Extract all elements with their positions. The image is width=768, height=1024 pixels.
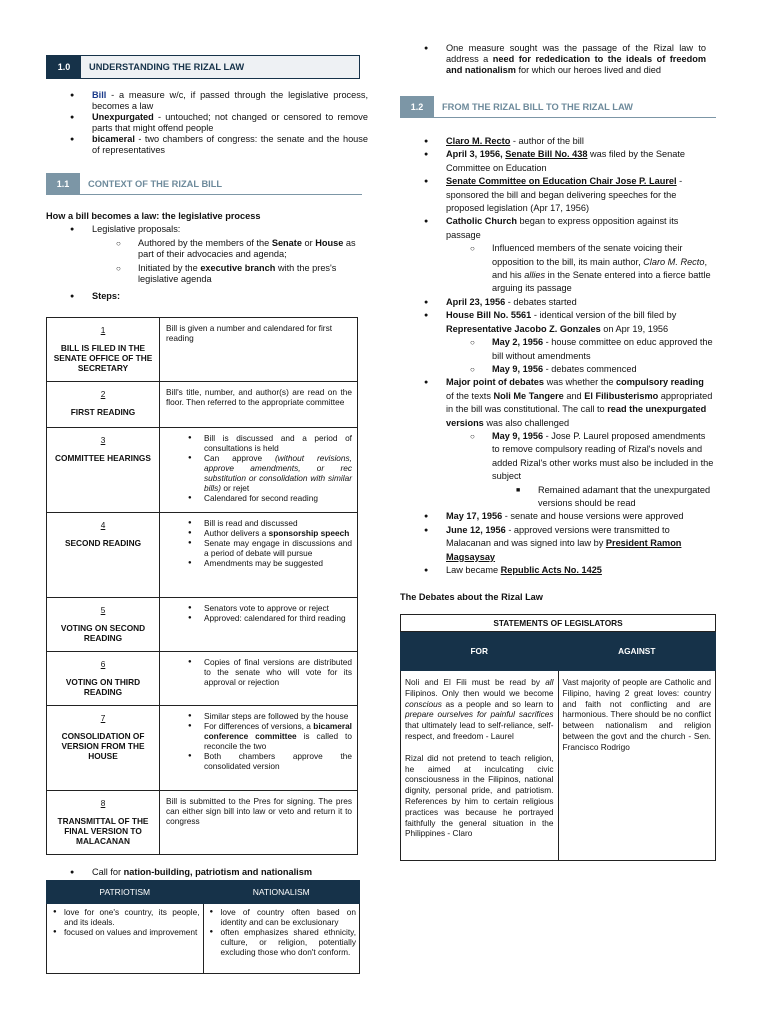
list-item: ○ May 9, 1956 - debates commenced	[400, 363, 714, 376]
proposal-senate-house: ○ Authored by the members of the Senate or House as part of their advocacies and agenda;	[46, 238, 368, 260]
list-item: ● For differences of versions, a bicameral conference committee is called to reconcile the two	[166, 721, 352, 751]
list-item: ● love for one's country, its people, and its ideals.	[50, 907, 200, 927]
table-row	[47, 513, 358, 598]
list-item: ● Senate may engage in discussions and a period of debate will pursue	[166, 538, 352, 558]
list-item: ● May 17, 1956 - senate and house versions were approved	[400, 510, 714, 523]
patriotism-cell	[47, 904, 204, 974]
step-description-cell	[160, 652, 358, 706]
for-header: FOR	[401, 632, 559, 671]
table-row	[47, 706, 358, 791]
list-item: ● love of country often based on identity and can be exclusionary	[207, 907, 357, 927]
step-name-cell: 3 COMMITTEE HEARINGS	[47, 428, 160, 513]
table-caption: STATEMENTS OF LEGISLATORS	[401, 615, 716, 632]
section-header-1-2	[400, 96, 712, 118]
proposal-executive: ○ Initiated by the executive branch with the pres's legislative agenda	[46, 263, 368, 285]
step-name-cell: 5 VOTING ON SECOND READING	[47, 598, 160, 652]
rizal-bill-timeline	[400, 135, 714, 577]
definition-bicameral: ● bicameral - two chambers of congress: the senate and the house of representatives	[46, 134, 368, 156]
legislative-proposals-list	[46, 224, 368, 302]
list-item: ● Senate Committee on Education Chair Jose P. Laurel - sponsored the bill and began delivering speeches for the proposed legislation (Apr 17, 1956)	[400, 175, 714, 215]
step-description-cell: Bill is given a number and calendared for first reading	[160, 318, 358, 382]
step-name-cell: 6 VOTING ON THIRD READING	[47, 652, 160, 706]
section-number: 1.1	[46, 173, 80, 195]
list-item: ○ May 2, 1956 - house committee on educ approved the bill without amendments	[400, 336, 714, 363]
step-name-cell: 4 SECOND READING	[47, 513, 160, 598]
list-item: ● April 23, 1956 - debates started	[400, 296, 714, 309]
legislative-proposals-label: ● Legislative proposals:	[46, 224, 368, 235]
list-item: ● Law became Republic Acts No. 1425	[400, 564, 714, 577]
list-item: ● Senators vote to approve or reject	[166, 603, 352, 613]
list-item: ● Approved: calendared for third reading	[166, 613, 352, 623]
against-header: AGAINST	[558, 632, 716, 671]
list-item: ● Major point of debates was whether the compulsory reading of the texts Noli Me Tangere and El Filibusterismo appropriated in the bill was constitutional. The call to read the unexpurgated versions was also challenged	[400, 376, 714, 430]
list-item: ● Claro M. Recto - author of the bill	[400, 135, 714, 148]
step-description-cell	[160, 598, 358, 652]
list-item: ● focused on values and improvement	[50, 927, 200, 937]
step-description-cell: Bill's title, number, and author(s) are read on the floor. Then referred to the appropriate committee	[160, 382, 358, 428]
table-row	[47, 904, 360, 974]
step-name-cell: 7 CONSOLIDATION OF VERSION FROM THE HOUSE	[47, 706, 160, 791]
nationalism-header: NATIONALISM	[203, 881, 360, 904]
list-item: ● Calendared for second reading	[166, 493, 352, 503]
list-item: ● June 12, 1956 - approved versions were transmitted to Malacanan and was signed into law by President Ramon Magsaysay	[400, 524, 714, 564]
list-item: ○ Influenced members of the senate voicing their opposition to the bill, its main author, Claro M. Recto, and his allies in the Senate entered into a fierce battle arguing its passage	[400, 242, 714, 296]
table-row	[401, 671, 716, 861]
for-statements-cell	[401, 671, 559, 861]
section-title: FROM THE RIZAL BILL TO THE RIZAL LAW	[442, 101, 633, 112]
list-item: ● often emphasizes shared ethnicity, culture, or religion, potentially excluding those who don't conform.	[207, 927, 357, 957]
patriotism-nationalism-table	[46, 880, 360, 974]
list-item: ● Bill is discussed and a period of consultations is held	[166, 433, 352, 453]
list-item: ■ Remained adamant that the unexpurgated versions should be read	[400, 484, 714, 511]
table-header-row	[401, 632, 716, 671]
table-row	[47, 382, 358, 428]
table-row	[47, 652, 358, 706]
section-title: CONTEXT OF THE RIZAL BILL	[88, 178, 223, 189]
table-caption-row	[401, 615, 716, 632]
section-number: 1.0	[47, 56, 81, 78]
step-description-cell	[160, 428, 358, 513]
table-header-row	[47, 881, 360, 904]
step-name-cell: 2 FIRST READING	[47, 382, 160, 428]
section-number: 1.2	[400, 96, 434, 118]
list-item: ● Bill is read and discussed	[166, 518, 352, 528]
section-title: UNDERSTANDING THE RIZAL LAW	[89, 61, 245, 72]
table-row	[47, 428, 358, 513]
step-description-cell	[160, 513, 358, 598]
legislative-process-heading: How a bill becomes a law: the legislative process	[46, 211, 261, 221]
rodrigo-statement: Vast majority of people are Catholic and Filipino, having 2 great loves: country and faith not conflicting and are harmonious. There should be no conflict between nationalism and religion between the govt and the church - Sen. Francisco Rodrigo	[562, 677, 711, 752]
definitions-list	[46, 90, 368, 156]
list-item: ● Both chambers approve the consolidated version	[166, 751, 352, 771]
steps-label: ● Steps:	[46, 291, 368, 302]
legislator-statements-table	[400, 614, 716, 861]
call-list	[46, 867, 368, 878]
table-row	[47, 791, 358, 855]
against-statements-cell	[558, 671, 716, 861]
list-item: ● Can approve (without revisions, approve amendments, or rec substitution or consolidation with similar bills) or rejet	[166, 453, 352, 493]
list-item: ● Author delivers a sponsorship speech	[166, 528, 352, 538]
intro-list	[400, 43, 706, 76]
legislative-steps-table	[46, 317, 358, 855]
definition-bill: ● Bill - a measure w/c, if passed through the legislative process, becomes a law	[46, 90, 368, 112]
step-name-cell: 1 BILL IS FILED IN THE SENATE OFFICE OF THE SECRETARY	[47, 318, 160, 382]
nationalism-cell	[203, 904, 360, 974]
list-item: ● House Bill No. 5561 - identical version of the bill filed by Representative Jacobo Z. Gonzales on Apr 19, 1956	[400, 309, 714, 336]
patriotism-header: PATRIOTISM	[47, 881, 204, 904]
definition-unexpurgated: ● Unexpurgated - untouched; not changed or censored to remove parts that might offend people	[46, 112, 368, 134]
step-name-cell: 8 TRANSMITTAL OF THE FINAL VERSION TO MALACANAN	[47, 791, 160, 855]
laurel-statement: Noli and El Fili must be read by all Filipinos. Only then would we become conscious as a people and so learn to prepare ourselves for painful sacrifices that ultimately lead to self-reliance, self-respect, and freedom - Laurel	[405, 677, 554, 741]
table-row	[47, 598, 358, 652]
debates-heading: The Debates about the Rizal Law	[400, 592, 543, 602]
rizal-law-measure: ● One measure sought was the passage of the Rizal law to address a need for rededication to the ideals of freedom and nationalism for which our heroes lived and died	[400, 43, 706, 76]
table-row	[47, 318, 358, 382]
list-item: ● April 3, 1956, Senate Bill No. 438 was filed by the Senate Committee on Education	[400, 148, 714, 175]
list-item: ● Amendments may be suggested	[166, 558, 352, 568]
call-for-nation-building: ● Call for nation-building, patriotism and nationalism	[46, 867, 368, 878]
list-item: ○ May 9, 1956 - Jose P. Laurel proposed amendments to remove compulsory reading of Rizal's novels and added Rizal's other works must also be included in the subject	[400, 430, 714, 484]
section-header-1-1	[46, 173, 358, 195]
list-item: ● Similar steps are followed by the house	[166, 711, 352, 721]
step-description-cell	[160, 706, 358, 791]
section-header-1-0	[46, 55, 360, 79]
claro-statement: Rizal did not pretend to teach religion, he aimed at inculcating civic consciousness in the Filipinos, national dignity, personal pride, and patriotism. References by him to certain religious practices was because he portrayed faithfully the general situation in the Philippines - Claro	[405, 752, 554, 839]
list-item: ● Catholic Church began to express opposition against its passage	[400, 215, 714, 242]
step-description-cell: Bill is submitted to the Pres for signing. The pres can either sign bill into law or veto and return it to congress	[160, 791, 358, 855]
list-item: ● Copies of final versions are distributed to the senate who will vote for its approval or rejection	[166, 657, 352, 687]
